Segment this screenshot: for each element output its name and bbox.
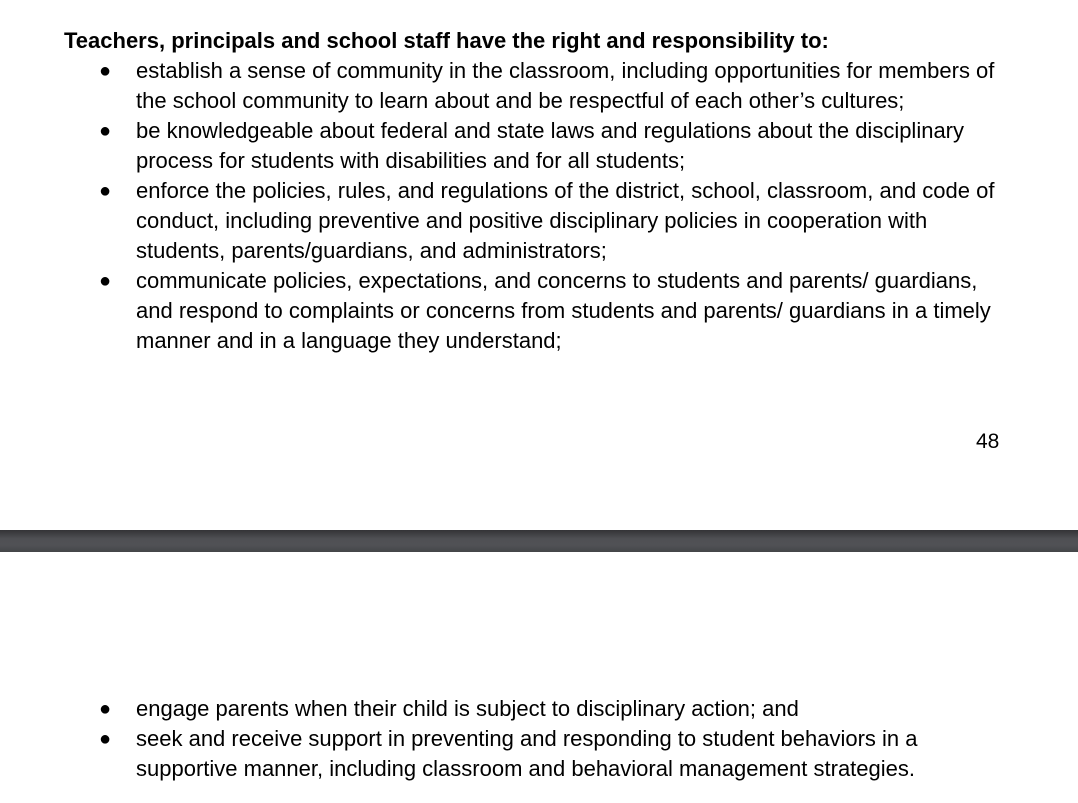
document-page-49 — [0, 552, 1078, 803]
list-item-text: seek and receive support in preventing and responding to student behaviors in a supportive manner, including classroom and behavioral management strategies. — [136, 726, 918, 781]
page-separator — [0, 530, 1078, 552]
list-item — [0, 56, 1006, 116]
bullet-icon: ● — [99, 60, 112, 82]
bullet-icon: ● — [99, 698, 112, 720]
list-item — [0, 694, 1006, 724]
responsibilities-list-continued — [0, 694, 1078, 784]
list-item-text: enforce the policies, rules, and regulations of the district, school, classroom, and code of conduct, including preventive and positive disciplinary policies in cooperation with students, parents/guardians, and administrators; — [136, 178, 995, 263]
section-heading: Teachers, principals and school staff have the right and responsibility to: — [64, 28, 829, 53]
list-item-text: be knowledgeable about federal and state laws and regulations about the disciplinary process for students with disabilities and for all students; — [136, 118, 965, 173]
list-item — [0, 266, 1006, 356]
bullet-icon: ● — [99, 180, 112, 202]
page-number: 48 — [976, 430, 1000, 453]
responsibilities-list — [0, 56, 1078, 356]
bullet-icon: ● — [99, 120, 112, 142]
bullet-icon: ● — [99, 728, 112, 750]
list-item-text: establish a sense of community in the classroom, including opportunities for members of the school community to learn about and be respectful of each other’s cultures; — [136, 58, 995, 113]
bullet-icon: ● — [99, 270, 112, 292]
list-item-text: communicate policies, expectations, and concerns to students and parents/ guardians, and respond to complaints or concerns from students and parents/ guardians in a timely manner and in a language they understand; — [136, 268, 991, 353]
list-item — [0, 724, 1006, 784]
list-item-text: engage parents when their child is subject to disciplinary action; and — [136, 696, 799, 721]
list-item — [0, 116, 1006, 176]
list-item — [0, 176, 1006, 266]
